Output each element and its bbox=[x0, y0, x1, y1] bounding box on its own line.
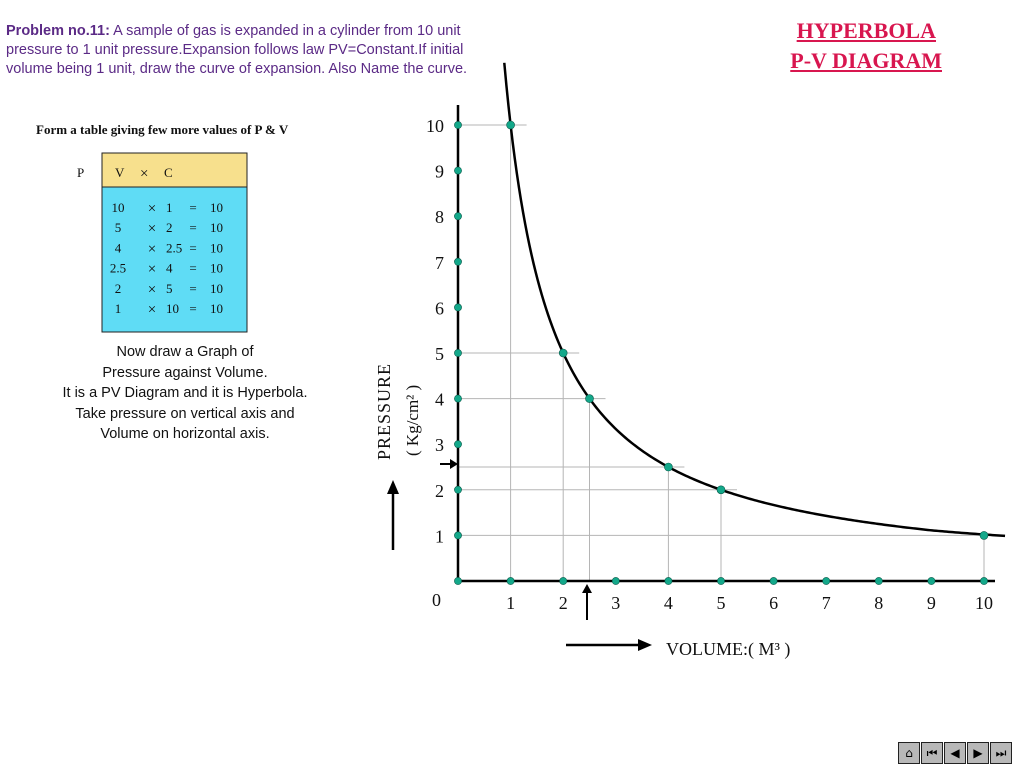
y-tick-label: 7 bbox=[435, 252, 444, 273]
x-tick-label: 6 bbox=[769, 593, 779, 613]
note-line-5: Volume on horizontal axis. bbox=[100, 426, 270, 442]
pressure-2.5-pointer bbox=[440, 459, 458, 469]
y-axis-mark bbox=[454, 532, 461, 539]
table-cell-equals: = bbox=[189, 240, 197, 256]
x-axis-mark bbox=[560, 577, 567, 584]
table-header-v: V bbox=[115, 165, 125, 180]
x-axis-mark bbox=[665, 577, 672, 584]
x-direction-arrow bbox=[566, 639, 652, 651]
pv-table bbox=[60, 150, 320, 340]
x-tick-label: 3 bbox=[611, 593, 621, 613]
table-cell-c: 10 bbox=[210, 301, 223, 316]
y-axis-mark bbox=[454, 121, 461, 128]
table-cell-times: × bbox=[147, 241, 157, 258]
data-point bbox=[507, 121, 515, 129]
x-axis-mark bbox=[980, 577, 987, 584]
y-direction-arrow bbox=[387, 480, 399, 550]
x-tick-label: 5 bbox=[716, 593, 726, 613]
y-axis-mark bbox=[454, 304, 461, 311]
y-tick-label: 3 bbox=[435, 435, 444, 456]
y-axis-mark bbox=[454, 349, 461, 356]
data-point bbox=[664, 463, 672, 471]
data-point bbox=[717, 486, 725, 494]
axis-marks bbox=[454, 121, 987, 584]
table-cell-v: 10 bbox=[166, 301, 179, 316]
note-line-3: It is a PV Diagram and it is Hyperbola. bbox=[62, 385, 308, 401]
y-axis-label-line1: PRESSURE bbox=[374, 362, 394, 460]
table-cell-c: 10 bbox=[210, 240, 223, 256]
table-cell-times: × bbox=[147, 201, 157, 217]
origin-label: 0 bbox=[432, 590, 441, 610]
table-cell-p: 4 bbox=[114, 240, 122, 256]
table-cell-c: 10 bbox=[210, 220, 223, 236]
y-tick-label: 10 bbox=[426, 116, 444, 136]
y-tick-label: 2 bbox=[435, 480, 444, 501]
instruction-note bbox=[20, 342, 350, 445]
table-header-c: C bbox=[164, 165, 173, 180]
y-tick-label: 8 bbox=[435, 207, 444, 228]
home-icon[interactable]: ⌂ bbox=[898, 742, 920, 764]
y-axis-label-line2: ( Kg/cm² ) bbox=[403, 384, 422, 456]
problem-statement bbox=[6, 22, 476, 79]
y-tick-label: 1 bbox=[435, 526, 444, 547]
table-cell-c: 10 bbox=[210, 280, 223, 296]
table-cell-times: × bbox=[147, 261, 157, 278]
origin-mark bbox=[454, 577, 461, 584]
table-title: Form a table giving few more values of P & V bbox=[36, 122, 289, 137]
y-tick-label: 4 bbox=[435, 389, 444, 410]
note-line-1: Now draw a Graph of bbox=[116, 344, 254, 360]
next-icon[interactable]: ▶ bbox=[967, 742, 989, 764]
x-tick-label: 7 bbox=[821, 593, 831, 613]
problem-label: Problem no.11: bbox=[6, 23, 110, 39]
x-axis-mark bbox=[612, 577, 619, 584]
x-axis-mark bbox=[507, 577, 514, 584]
y-axis-mark bbox=[454, 213, 461, 220]
heading-pv-diagram: P-V DIAGRAM bbox=[790, 48, 942, 73]
x-axis-label: VOLUME:( M³ ) bbox=[666, 639, 791, 659]
x-axis-mark bbox=[717, 577, 724, 584]
table-cell-equals: = bbox=[189, 220, 197, 236]
table-cell-times: × bbox=[147, 221, 157, 238]
y-tick-label: 5 bbox=[435, 344, 444, 364]
data-point bbox=[559, 349, 567, 357]
x-tick-label: 4 bbox=[663, 593, 673, 613]
last-icon[interactable]: ⏭ bbox=[990, 742, 1012, 764]
slide-navigation bbox=[898, 742, 1012, 764]
table-cell-v: 2.5 bbox=[166, 240, 183, 256]
data-point bbox=[586, 395, 594, 403]
y-tick-label: 9 bbox=[435, 161, 444, 182]
x-tick-label: 8 bbox=[874, 593, 884, 613]
volume-2.5-pointer bbox=[582, 584, 592, 620]
table-cell-p: 2.5 bbox=[109, 260, 127, 276]
heading-hyperbola: HYPERBOLA bbox=[796, 18, 936, 43]
first-icon[interactable]: ⏮ bbox=[921, 742, 943, 764]
table-cell-p: 5 bbox=[114, 220, 122, 236]
x-tick-label: 9 bbox=[926, 593, 936, 613]
table-cell-p: 1 bbox=[114, 301, 122, 316]
table-cell-c: 10 bbox=[210, 200, 223, 215]
table-cell-v: 2 bbox=[166, 220, 173, 236]
tick-labels bbox=[426, 116, 993, 613]
y-axis-mark bbox=[454, 258, 461, 265]
note-line-2: Pressure against Volume. bbox=[102, 364, 268, 381]
x-axis-mark bbox=[875, 577, 882, 584]
y-tick-label: 6 bbox=[435, 298, 444, 319]
table-cell-equals: = bbox=[189, 301, 197, 316]
table-cell-times: × bbox=[147, 302, 157, 318]
y-axis-mark bbox=[454, 167, 461, 174]
hyperbola-curve bbox=[504, 63, 1005, 536]
y-axis-mark bbox=[454, 486, 461, 493]
x-axis-mark bbox=[823, 577, 830, 584]
table-cell-p: 2 bbox=[114, 280, 122, 296]
table-cell-equals: = bbox=[189, 200, 197, 215]
table-cell-v: 5 bbox=[166, 280, 173, 296]
table-cell-equals: = bbox=[189, 260, 197, 276]
x-axis-mark bbox=[770, 577, 777, 584]
x-tick-label: 10 bbox=[975, 593, 993, 613]
guide-lines bbox=[458, 125, 1000, 581]
table-cell-times: × bbox=[147, 281, 157, 298]
table-cell-v: 4 bbox=[166, 260, 173, 276]
y-axis-mark bbox=[454, 441, 461, 448]
problem-text: A sample of gas is expanded in a cylinder from 10 unit pressure to 1 unit pressure.Expansion follows law PV=Constant.If initial volume being 1 unit, draw the curve of expansion. Also Name the curve. bbox=[6, 23, 468, 77]
previous-icon[interactable]: ◀ bbox=[944, 742, 966, 764]
x-tick-label: 1 bbox=[506, 593, 516, 613]
x-tick-label: 2 bbox=[558, 593, 568, 613]
data-point bbox=[980, 531, 988, 539]
table-cell-p: 10 bbox=[111, 200, 125, 215]
table-cell-v: 1 bbox=[166, 200, 173, 215]
table-cell-c: 10 bbox=[210, 260, 223, 276]
note-line-4: Take pressure on vertical axis and bbox=[75, 405, 295, 422]
table-cell-equals: = bbox=[189, 280, 197, 296]
table-header-times: × bbox=[140, 166, 149, 182]
data-points bbox=[507, 121, 988, 539]
y-axis-mark bbox=[454, 395, 461, 402]
table-header-p: P bbox=[77, 165, 85, 180]
x-axis-mark bbox=[928, 577, 935, 584]
